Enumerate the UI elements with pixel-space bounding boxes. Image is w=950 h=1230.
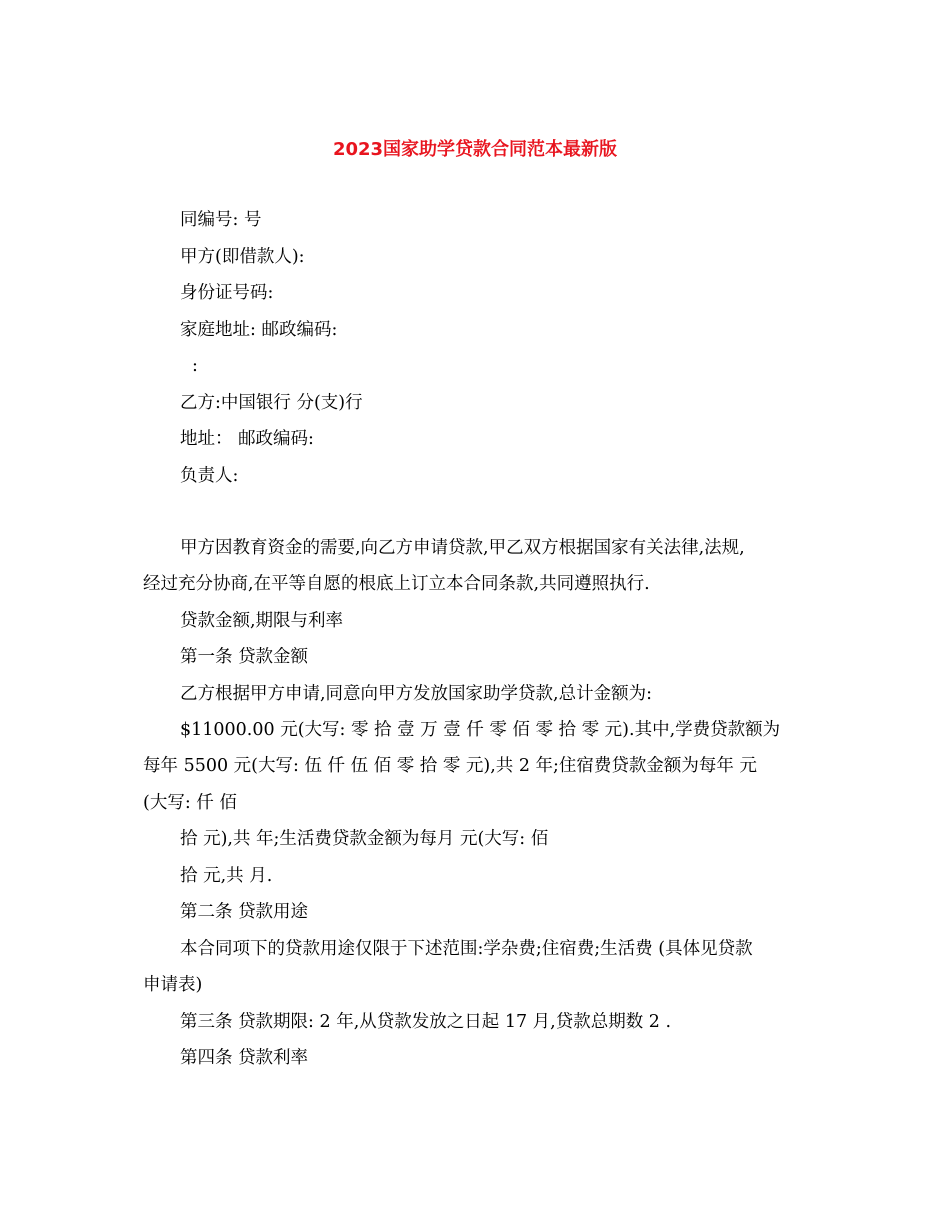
id-number-line: 身份证号码: (180, 283, 274, 303)
party-b-line: 乙方:中国银行 分(支)行 (180, 393, 363, 413)
contract-number-line: 同编号: 号 (180, 210, 262, 230)
intro-paragraph-line-1: 甲方因教育资金的需要,向乙方申请贷款,甲乙双方根据国家有关法律,法规, (180, 538, 745, 558)
article-2-text-line-2: 申请表) (143, 975, 203, 995)
article-1-text-line-2: $11000.00 元(大写: 零 拾 壹 万 壹 仟 零 佰 零 拾 零 元).其中,学费贷款额为 (180, 720, 781, 740)
blank-colon-line: : (192, 356, 198, 376)
article-2-text-line-1: 本合同项下的贷款用途仅限于下述范围:学杂费;住宿费;生活费 (具体见贷款 (180, 939, 753, 959)
article-2-heading: 第二条 贷款用途 (180, 902, 309, 922)
article-1-text-line-4: (大写: 仟 佰 (143, 793, 237, 813)
address-line: 地址： 邮政编码: (180, 429, 314, 449)
party-a-line: 甲方(即借款人): (180, 247, 305, 267)
home-address-line: 家庭地址: 邮政编码: (180, 320, 338, 340)
article-4-heading: 第四条 贷款利率 (180, 1048, 309, 1068)
article-1-text-line-6: 拾 元,共 月. (180, 866, 273, 886)
responsible-person-line: 负责人: (180, 466, 239, 486)
article-1-text-line-3: 每年 5500 元(大写: 伍 仟 伍 佰 零 拾 零 元),共 2 年;住宿费贷款金额为每年 元 (143, 756, 757, 776)
article-1-text-line-1: 乙方根据甲方申请,同意向甲方发放国家助学贷款,总计金额为: (180, 684, 653, 704)
intro-paragraph-line-2: 经过充分协商,在平等自愿的根底上订立本合同条款,共同遵照执行. (143, 574, 650, 594)
document-title: 2023国家助学贷款合同范本最新版 (332, 139, 618, 160)
article-1-heading: 第一条 贷款金额 (180, 647, 309, 667)
section-heading: 贷款金额,期限与利率 (180, 611, 344, 631)
article-1-text-line-5: 拾 元),共 年;生活费贷款金额为每月 元(大写: 佰 (180, 829, 549, 849)
article-3-text: 第三条 贷款期限: 2 年,从贷款发放之日起 17 月,贷款总期数 2 . (180, 1012, 672, 1032)
